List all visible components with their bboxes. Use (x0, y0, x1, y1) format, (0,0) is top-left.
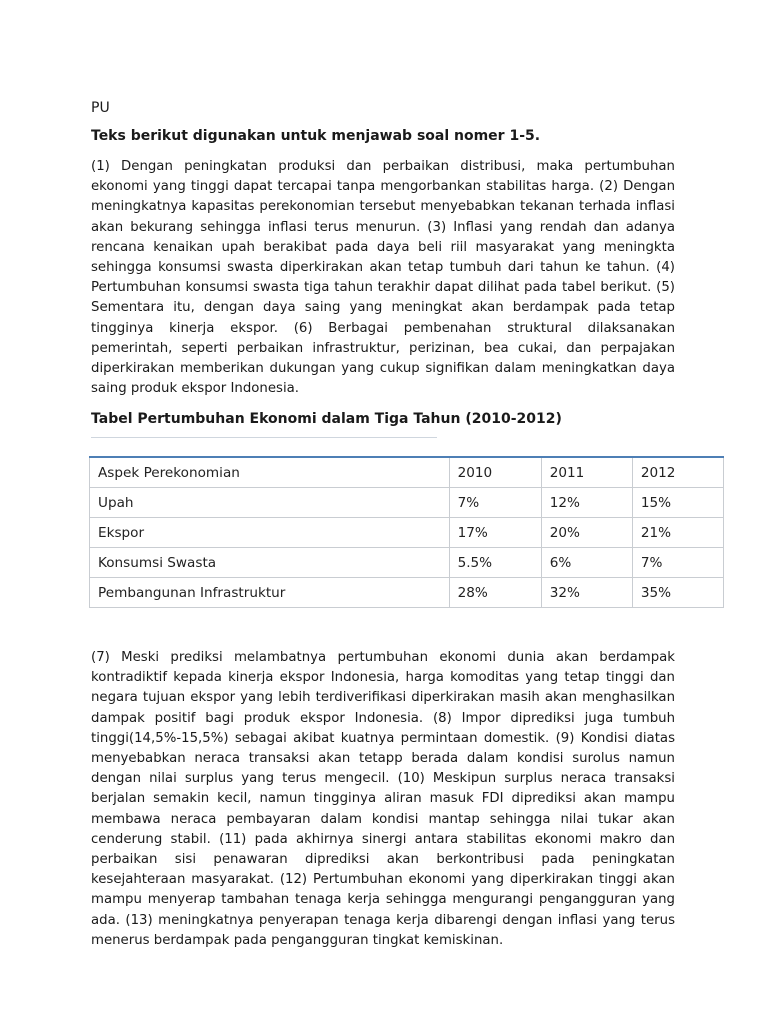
table-row (90, 488, 724, 518)
table-cell: 20% (541, 518, 632, 548)
header-cell: 2011 (541, 457, 632, 488)
table-cell: 12% (541, 488, 632, 518)
header-cell: 2012 (632, 457, 723, 488)
header-cell: 2010 (449, 457, 541, 488)
table-cell: Upah (90, 488, 450, 518)
table-cell: Pembangunan Infrastruktur (90, 578, 450, 608)
table-cell: 35% (632, 578, 723, 608)
intro-heading: Teks berikut digunakan untuk menjawab soal nomer 1-5. (91, 128, 541, 144)
table-row (90, 578, 724, 608)
table-cell: 7% (632, 548, 723, 578)
table-cell: 28% (449, 578, 541, 608)
table-cell: Ekspor (90, 518, 450, 548)
table-cell: 32% (541, 578, 632, 608)
table-header-row (90, 457, 724, 488)
paragraph-1: (1) Dengan peningkatan produksi dan perbaikan distribusi, maka pertumbuhan ekonomi yang tinggi dapat tercapai tanpa mengorbankan stabilitas harga. (2) Dengan meningkatnya kapasitas perekonomian tersebut menyebabkan tekanan terhada inflasi akan bekurang sehingga inflasi terus menurun. (3) Inflasi yang rendah dan adanya rencana kenaikan upah berakibat pada daya beli riil masyarakat yang meningkta sehingga konsumsi swasta diperkirakan akan tetap tumbuh dari tahun ke tahun. (4) Pertumbuhan konsumsi swasta tiga tahun terakhir dapat dilihat pada tabel berikut. (5) Sementara itu, dengan daya saing yang meningkat akan berdampak pada tetap tingginya kinerja ekspor. (6) Berbagai pembenahan struktural dilaksanakan pemerintah, seperti perbaikan infrastruktur, perizinan, bea cukai, dan perpajakan diperkirakan memberikan dukungan yang cukup signifikan dalam meningkatkan daya saing produk ekspor Indonesia. (91, 159, 675, 397)
document-body (91, 98, 675, 429)
table-cell: Konsumsi Swasta (90, 548, 450, 578)
economic-growth-table (89, 456, 724, 608)
header-cell: Aspek Perekonomian (90, 457, 450, 488)
title-divider (91, 437, 437, 438)
table-title: Tabel Pertumbuhan Ekonomi dalam Tiga Tahun (2010-2012) (91, 411, 562, 428)
table-cell: 5.5% (449, 548, 541, 578)
table-cell: 17% (449, 518, 541, 548)
table-cell: 7% (449, 488, 541, 518)
table-row (90, 518, 724, 548)
table-cell: 15% (632, 488, 723, 518)
paragraph-2: (7) Meski prediksi melambatnya pertumbuhan ekonomi dunia akan berdampak kontradiktif kepada kinerja ekspor Indonesia, harga komoditas yang tetap tinggi dan negara tujuan ekspor yang lebih terdiverifikasi diperkirakan masih akan menghasilkan dampak positif bagi produk ekspor Indonesia. (8) Impor diprediksi juga tumbuh tinggi(14,5%-15,5%) sebagai akibat kuatnya permintaan domestik. (9) Kondisi diatas menyebabkan neraca transaksi akan tetapp berada dalam kondisi surolus namun dengan nilai surplus yang terus mengecil. (10) Meskipun surplus neraca transaksi berjalan semakin kecil, namun tingginya aliran masuk FDI diprediksi akan mampu membawa neraca pembayaran dalam kondisi mantap sehingga nilai tukar akan cenderung stabil. (11) pada akhirnya sinergi antara stabilitas ekonomi makro dan perbaikan sisi penawaran diprediksi akan berkontribusi pada peningkatan kesejahteraan masyarakat. (12) Pertumbuhan ekonomi yang diperkirakan tinggi akan mampu menyerap tambahan tenaga kerja sehingga mengurangi pengangguran yang ada. (13) meningkatnya penyerapan tenaga kerja dibarengi dengan inflasi yang terus menerus berdampak pada pengangguran tingkat kemiskinan. (91, 650, 675, 948)
table-row (90, 548, 724, 578)
table-cell: 21% (632, 518, 723, 548)
section-label: PU (91, 100, 110, 116)
table-cell: 6% (541, 548, 632, 578)
